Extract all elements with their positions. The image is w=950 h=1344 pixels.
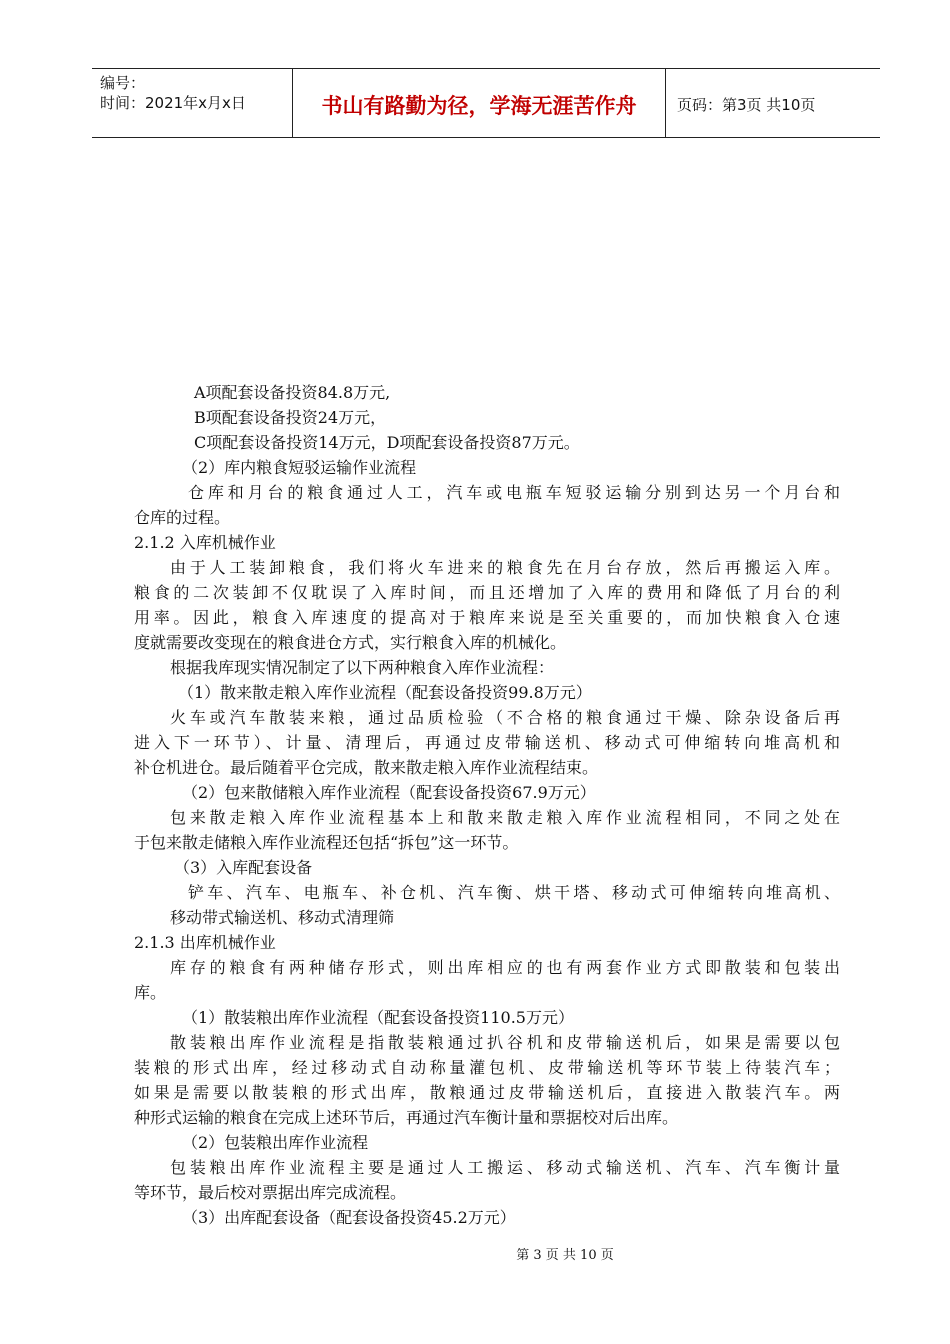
text-line: 包来散走粮入库作业流程基本上和散来散走粮入库作业流程相同，不同之处在 xyxy=(170,808,840,827)
document-body xyxy=(134,380,840,1230)
text-line: 铲车、汽车、电瓶车、补仓机、汽车衡、烘干塔、移动式可伸缩转向堆高机、 xyxy=(188,883,840,902)
text-line: 补仓机进仓。最后随着平仓完成，散来散走粮入库作业流程结束。 xyxy=(134,758,599,777)
text-line: 种形式运输的粮食在完成上述环节后，再通过汽车衡计量和票据校对后出库。 xyxy=(134,1108,679,1127)
text-line: 于包来散走储粮入库作业流程还包括“拆包”这一环节。 xyxy=(134,833,519,852)
document-number-label: 编号： xyxy=(100,74,146,92)
text-line: 粮食的二次装卸不仅耽误了入库时间，而且还增加了入库的费用和降低了月台的利 xyxy=(134,583,840,602)
text-line: 库。 xyxy=(134,983,167,1002)
text-line: 装粮的形式出库，经过移动式自动称量灌包机、皮带输送机等环节装上待装汽车； xyxy=(134,1058,840,1077)
text-line: C项配套设备投资14万元，D项配套设备投资87万元。 xyxy=(194,433,580,452)
text-line: 仓库和月台的粮食通过人工，汽车或电瓶车短驳运输分别到达另一个月台和 xyxy=(188,483,840,502)
text-line: 等环节，最后校对票据出库完成流程。 xyxy=(134,1183,407,1202)
text-line: 仓库的过程。 xyxy=(134,508,231,527)
text-line: 用率。因此，粮食入库速度的提高对于粮库来说是至关重要的，而加快粮食入仓速 xyxy=(134,608,840,627)
header-motto: 书山有路勤为径，学海无涯苦作舟 xyxy=(321,94,637,118)
header-motto-cell xyxy=(292,69,666,137)
text-line: B项配套设备投资24万元， xyxy=(194,408,387,427)
section-heading: （1）散装粮出库作业流程（配套设备投资110.5万元） xyxy=(182,1008,574,1027)
document-time-label: 时间：2021年x月x日 xyxy=(100,94,246,112)
text-line: 包装粮出库作业流程主要是通过人工搬运、移动式输送机、汽车、汽车衡计量 xyxy=(170,1158,840,1177)
header-page-number: 页码：第3页 共10页 xyxy=(677,96,816,114)
section-heading: （3）出库配套设备（配套设备投资45.2万元） xyxy=(182,1208,516,1227)
section-heading: （2）库内粮食短驳运输作业流程 xyxy=(182,458,417,477)
text-line: 库存的粮食有两种储存形式，则出库相应的也有两套作业方式即散装和包装出 xyxy=(170,958,840,977)
text-line: 移动带式输送机、移动式清理筛 xyxy=(170,908,395,927)
section-heading: （2）包来散储粮入库作业流程（配套设备投资67.9万元） xyxy=(182,783,596,802)
page-footer xyxy=(0,1244,950,1263)
page-header xyxy=(92,68,880,138)
text-line: 散装粮出库作业流程是指散装粮通过扒谷机和皮带输送机后，如果是需要以包 xyxy=(170,1033,840,1052)
section-heading: 2.1.3 出库机械作业 xyxy=(134,933,276,952)
text-line: 火车或汽车散装来粮，通过品质检验（不合格的粮食通过干燥、除杂设备后再 xyxy=(170,708,840,727)
text-line: 如果是需要以散装粮的形式出库，散粮通过皮带输送机后，直接进入散装汽车。两 xyxy=(134,1083,840,1102)
section-heading: 2.1.2 入库机械作业 xyxy=(134,533,276,552)
section-heading: （3）入库配套设备 xyxy=(174,858,313,877)
header-page-cell xyxy=(665,69,880,137)
text-line: A项配套设备投资84.8万元, xyxy=(194,383,391,402)
section-heading: （1）散来散走粮入库作业流程（配套设备投资99.8万元） xyxy=(178,683,592,702)
text-line: 由于人工装卸粮食，我们将火车进来的粮食先在月台存放，然后再搬运入库。 xyxy=(170,558,840,577)
text-line: 根据我库现实情况制定了以下两种粮食入库作业流程： xyxy=(170,658,555,677)
header-left-cell xyxy=(92,69,292,137)
text-line: 度就需要改变现在的粮食进仓方式，实行粮食入库的机械化。 xyxy=(134,633,567,652)
text-line: 进入下一环节）、计量、清理后，再通过皮带输送机、移动式可伸缩转向堆高机和 xyxy=(134,733,840,752)
section-heading: （2）包装粮出库作业流程 xyxy=(182,1133,369,1152)
footer-page-number: 第 3 页 共 10 页 xyxy=(516,1248,614,1263)
